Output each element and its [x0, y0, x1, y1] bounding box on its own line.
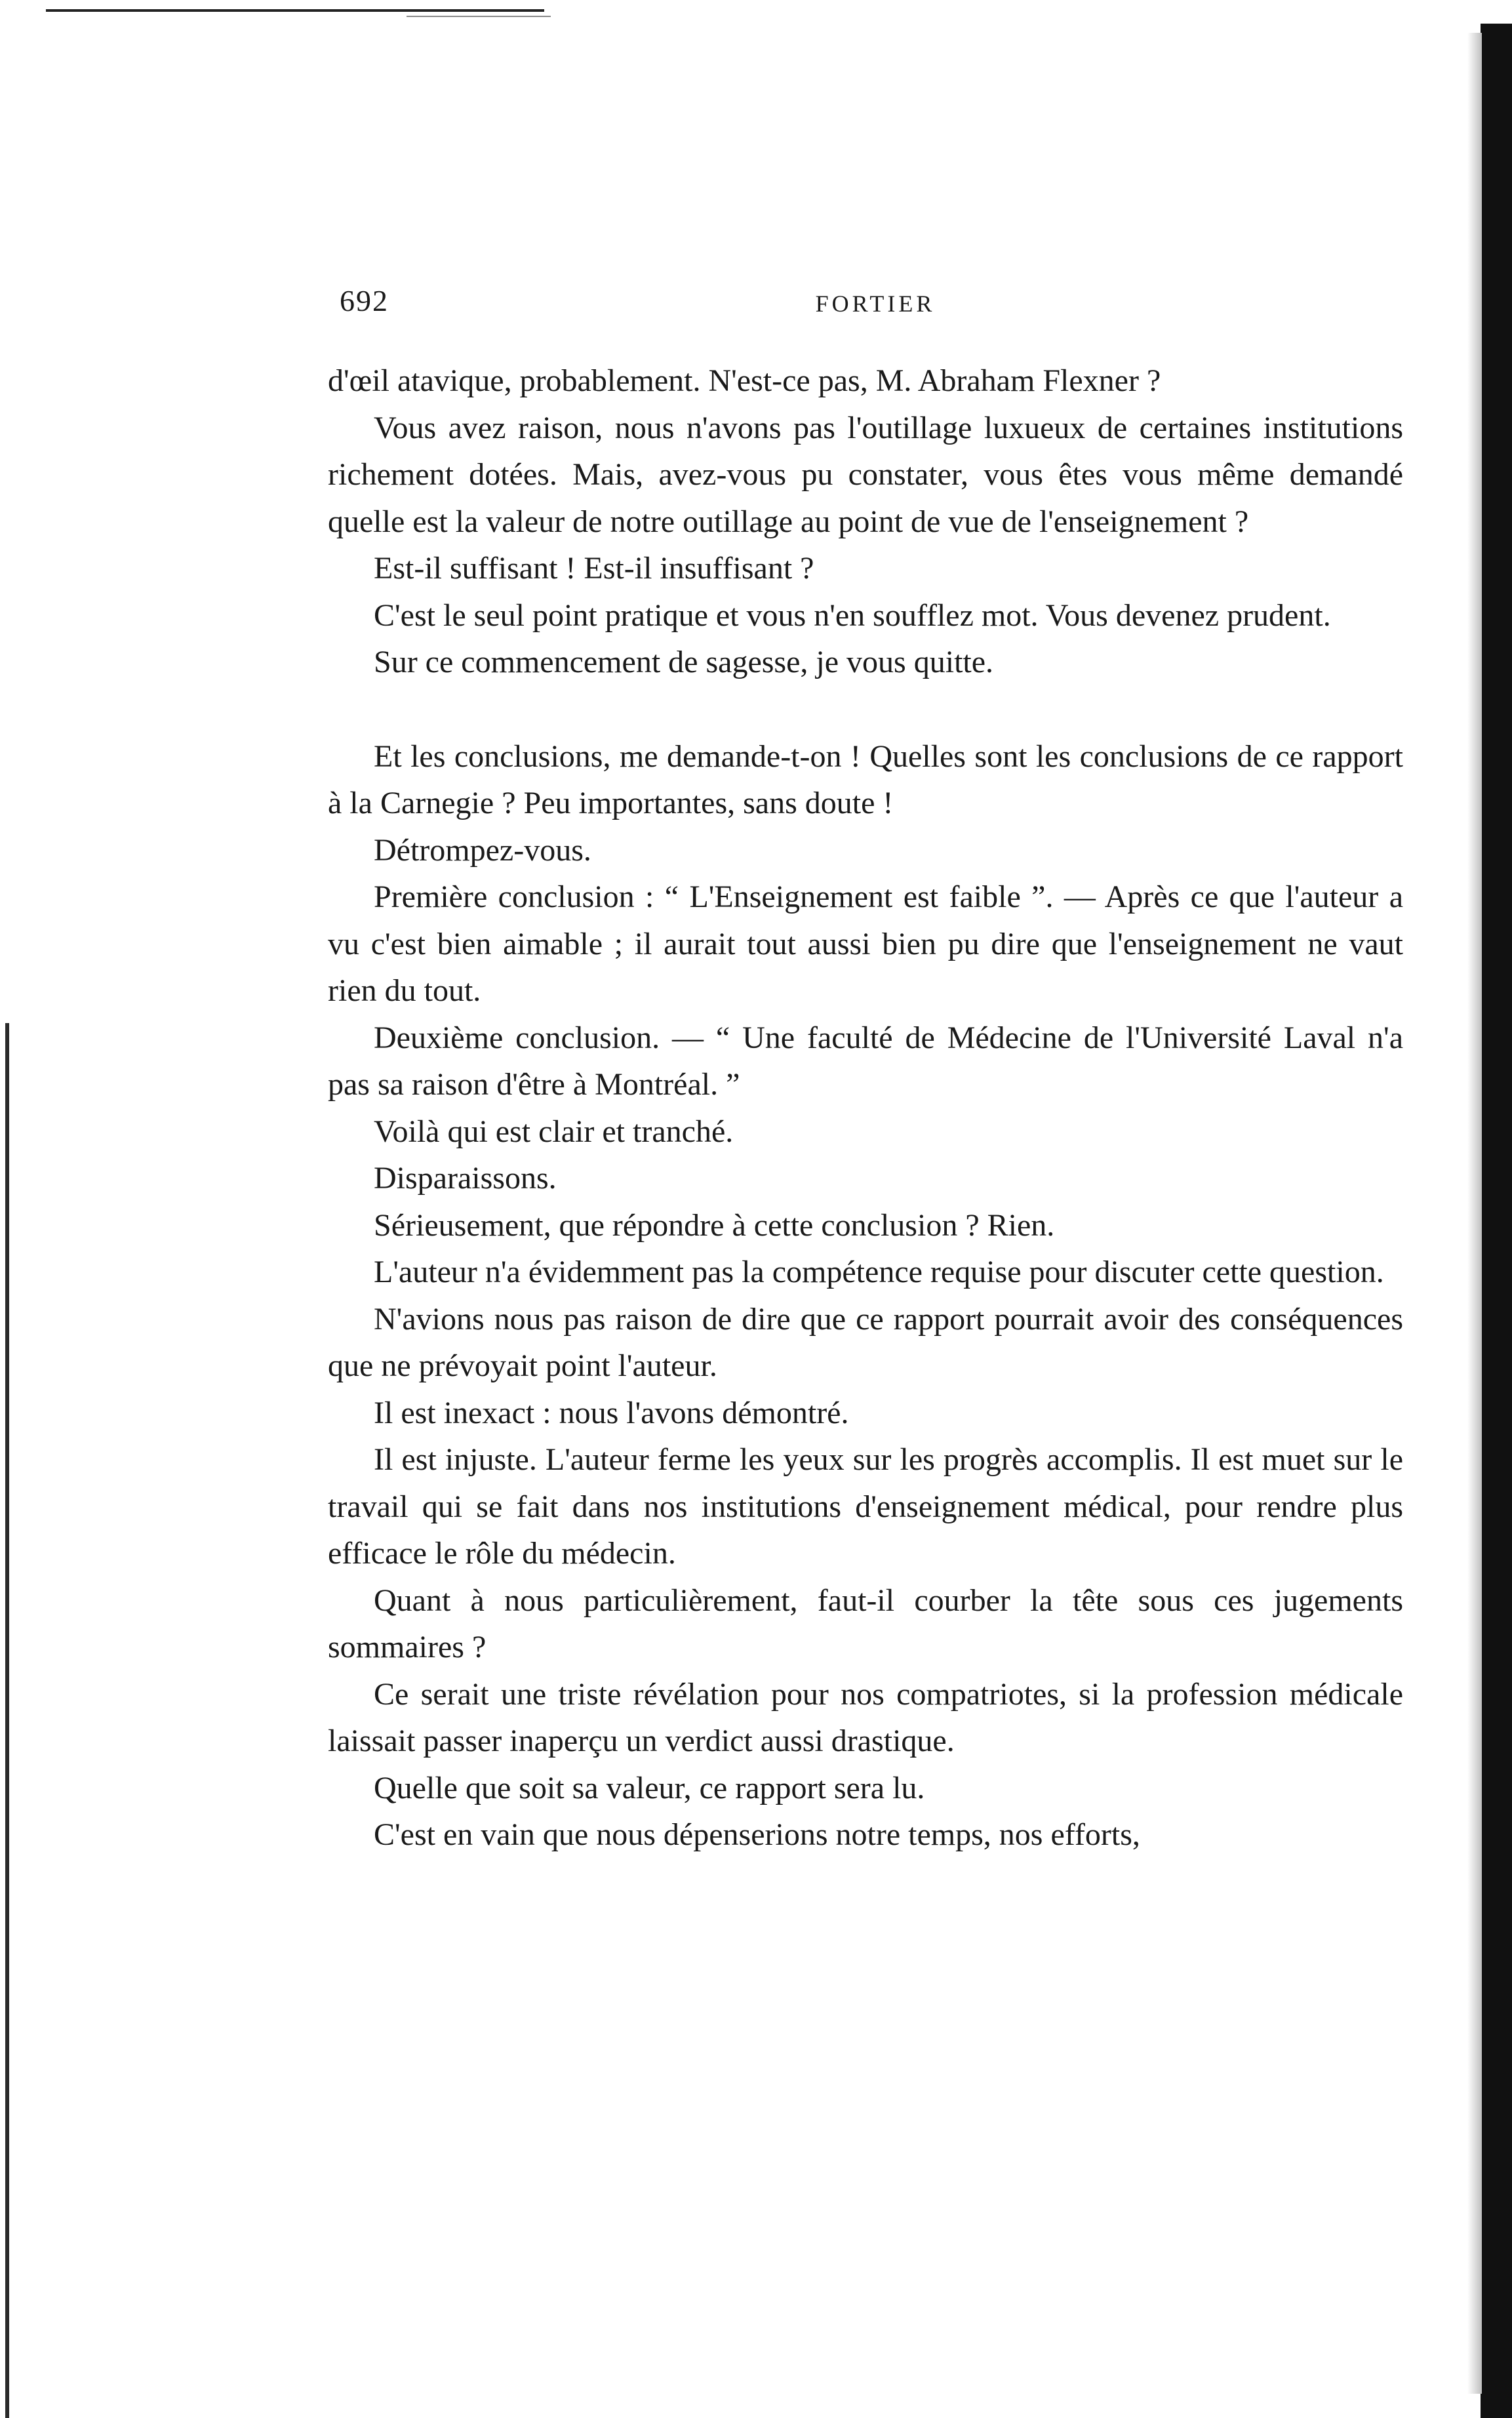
paragraph: C'est en vain que nous dépenserions notre temps, nos efforts, — [374, 1817, 1140, 1852]
paragraph: Première conclusion : “ L'Enseignement est faible ”. — Après ce que l'auteur a vu c'est bien aimable ; il aurait tout aussi bien pu dire que l'enseignement ne vaut rien du tout. — [328, 879, 1403, 1008]
top-scan-rule-faint — [407, 16, 551, 17]
paragraph: Vous avez raison, nous n'avons pas l'outillage luxueux de certaines institutions richement dotées. Mais, avez-vous pu constater, vous êtes vous même demandé quelle est la valeur de notre outillage au point de vue de l'enseignement ? — [328, 410, 1403, 539]
paragraph: d'œil atavique, probablement. N'est-ce pas, M. Abraham Flexner ? — [328, 363, 1161, 398]
paragraph: Ce serait une triste révélation pour nos compatriotes, si la profession médicale laissait passer inaperçu un verdict aussi drastique. — [328, 1676, 1403, 1758]
paragraph: N'avions nous pas raison de dire que ce rapport pourrait avoir des conséquences que ne prévoyait point l'auteur. — [328, 1301, 1403, 1383]
running-head: FORTIER — [815, 291, 936, 317]
paragraph: L'auteur n'a évidemment pas la compétence requise pour discuter cette question. — [374, 1255, 1384, 1289]
page-header — [340, 283, 1411, 336]
paragraph: Il est inexact : nous l'avons démontré. — [374, 1395, 849, 1430]
paragraph: Voilà qui est clair et tranché. — [374, 1114, 734, 1149]
paragraph: Détrompez-vous. — [374, 832, 591, 868]
paragraph: Sérieusement, que répondre à cette conclusion ? Rien. — [374, 1207, 1055, 1243]
paragraph: Il est injuste. L'auteur ferme les yeux sur les progrès accomplis. Il est muet sur le travail qui se fait dans nos institutions d'enseignement médical, pour rendre plus efficace le rôle du médecin. — [328, 1442, 1403, 1571]
paragraph: Sur ce commencement de sagesse, je vous quitte. — [374, 645, 994, 679]
body-text — [328, 357, 1403, 1859]
paragraph: Disparaissons. — [374, 1161, 557, 1196]
paragraph: Quelle que soit sa valeur, ce rapport sera lu. — [374, 1770, 925, 1805]
left-margin-scan-mark — [5, 1023, 9, 2418]
paragraph: Et les conclusions, me demande-t-on ! Quelles sont les conclusions de ce rapport à la Carnegie ? Peu importantes, sans doute ! — [328, 738, 1403, 820]
paragraph: C'est le seul point pratique et vous n'en soufflez mot. Vous devenez prudent. — [374, 597, 1331, 633]
paragraph: Deuxième conclusion. — “ Une faculté de Médecine de l'Université Laval n'a pas sa raison d'être à Montréal. ” — [328, 1020, 1403, 1102]
page-binding-shadow — [1467, 33, 1482, 2394]
paragraph: Quant à nous particulièrement, faut-il courber la tête sous ces jugements sommaires ? — [328, 1582, 1403, 1664]
page-number: 692 — [340, 284, 389, 317]
paragraph: Est-il suffisant ! Est-il insuffisant ? — [374, 551, 814, 586]
top-scan-rule — [46, 9, 544, 12]
page-binding-edge — [1481, 24, 1512, 2418]
